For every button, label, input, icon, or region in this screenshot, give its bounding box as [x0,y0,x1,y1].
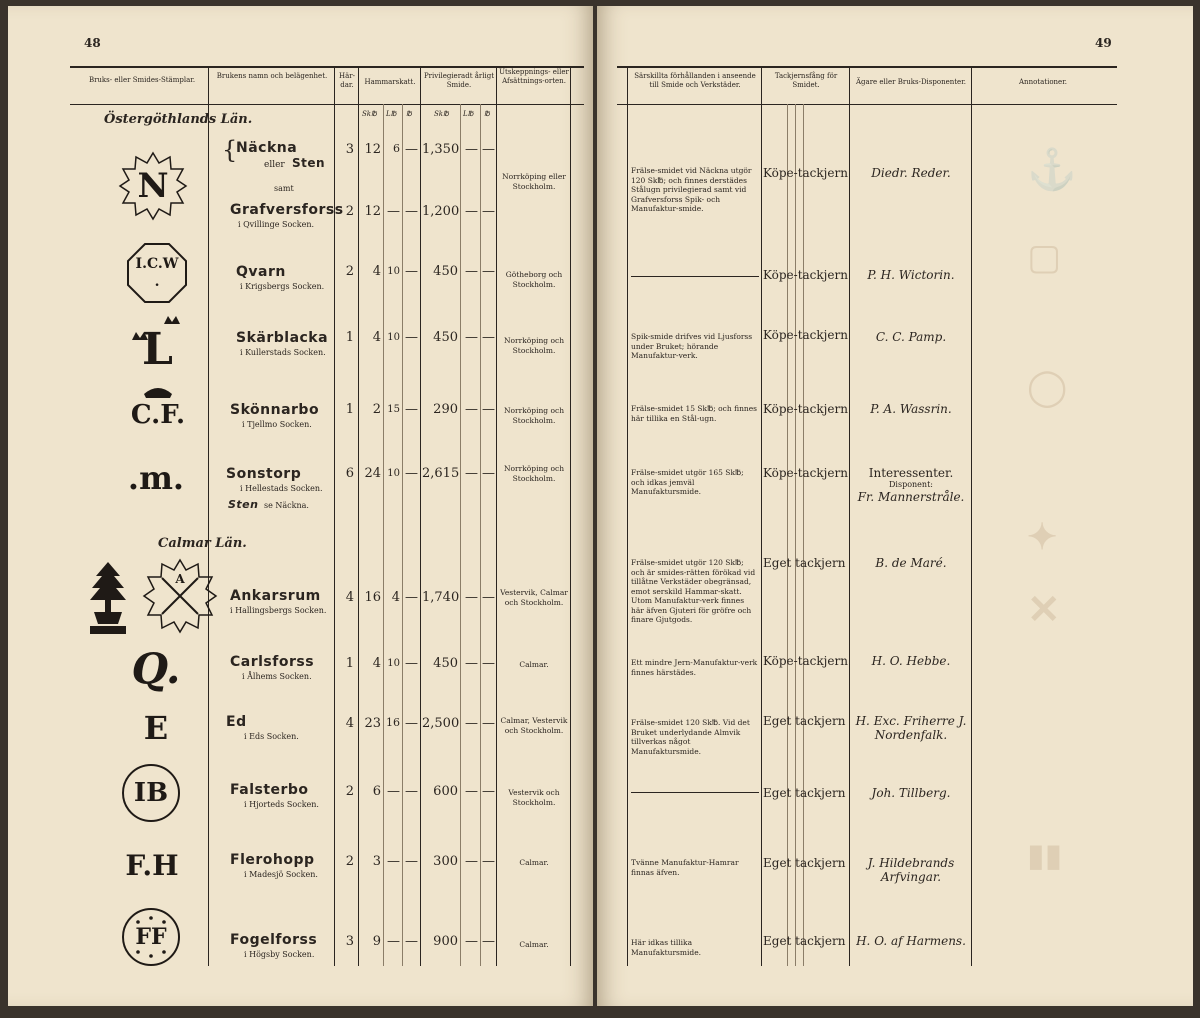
pig-iron-source: Köpe-tackjern [763,328,848,342]
owner-name: Interessenter. [868,466,954,480]
works-name: Ed [226,714,247,730]
works-name: Fogelforss [230,932,318,948]
bleed-through-mark: ✕ [1027,586,1061,633]
bleed-through-mark: ▢ [1027,236,1062,278]
column-line [208,66,209,966]
hammer-lb-value: 6 [393,142,400,155]
hearths-value: 2 [345,784,354,799]
stamp-cf-crowned [126,382,190,438]
pig-iron-source: Eget tackjern [763,556,846,570]
header-notes: Annotationer. [1019,78,1067,86]
privileged-value: 1,200 [422,204,460,219]
works-name: Grafversforss [230,202,344,218]
hearths-value: 1 [345,330,354,345]
hearths-value: 6 [345,466,354,481]
column-line [570,66,571,966]
bleed-through-mark: ◯ [1027,366,1068,408]
hammer-p-value: — [405,656,418,671]
works-name: Qvarn [236,264,286,280]
privileged-p: — [482,716,495,731]
works-name: Näckna [236,140,298,156]
pig-iron-source: Eget tackjern [763,856,846,870]
export-place: Calmar, Vestervik och Stockholm. [500,716,568,735]
hammer-p-value: — [405,466,418,481]
section-heading: Östergöthlands Län. [104,112,253,127]
privileged-lb: — [465,204,478,219]
hammer-sk-value: 4 [372,264,381,279]
unit-label: ℔ [406,110,412,118]
page-number-right: 49 [1095,36,1112,50]
privileged-lb: — [465,142,478,157]
hammer-sk-value: 24 [364,466,381,481]
stamp-icw [126,242,188,304]
stamp-n [118,151,188,221]
privileged-p: — [482,656,495,671]
parish: i Tjellmo Socken. [242,420,312,429]
privileged-p: — [482,204,495,219]
works-name-alt: eller [264,160,285,170]
header-rule [617,66,1117,68]
hammer-lb-value: 16 [386,716,400,729]
stamp-q [126,642,186,694]
owner-name: Joh. Tillberg. [871,786,951,800]
pig-iron-source: Köpe-tackjern [763,268,848,282]
parish: i Hallingsbergs Socken. [230,606,327,615]
works-name: Carlsforss [230,654,315,670]
hammer-lb-value: — [387,854,400,869]
hearths-value: 2 [345,264,354,279]
hearths-value: 4 [345,590,354,605]
parish: i Krigsbergs Socken. [240,282,325,291]
stamp-letter: .m. [127,459,185,497]
works-name: Skönnarbo [230,402,320,418]
header-rule-bottom [70,104,584,105]
privileged-value: 450 [433,330,458,345]
hammer-lb-value: — [387,784,400,799]
hammer-sk-value: 3 [372,854,381,869]
stamp-letter: I.C.W. [135,256,179,290]
bleed-through-mark: ✦ [1027,516,1058,558]
column-line [420,66,421,966]
special-note: Frälse-smidet utgör 120 Sk℔; och är smides-rätten förökad vid tillåtne Verkstäder obegränsad, emot serskild Hammar-skatt. Utom Manufaktur-verk finnes här äfven Gjuteri för gröfre och finare Gjutgods. [631,558,756,624]
hammer-p-value: — [405,402,418,417]
stamp-letter: FF [135,924,167,950]
hammer-lb-value: 10 [387,658,400,669]
hammer-p-value: — [405,716,418,731]
column-line [383,104,384,966]
stamp-letter: N [137,166,169,206]
header-export: Utskeppnings- eller Afsättnings-orten. [499,68,569,85]
header-special: Särskillta förhållanden i anseende till Smide och Verkstäder. [634,72,756,89]
bracket: { [222,136,238,164]
hammer-p-value: — [405,934,418,949]
bleed-through-mark: ⚓ [1027,146,1077,193]
stamp-letter: C.F. [130,400,186,430]
stamp-letter: L [142,324,173,375]
privileged-lb: — [465,656,478,671]
stamp-e [128,702,184,754]
pig-iron-source: Köpe-tackjern [763,402,848,416]
column-line [334,66,335,966]
unit-label: L℔ [386,110,397,118]
column-line [402,104,403,966]
privileged-lb: — [465,590,478,605]
works-name: Ankarsrum [230,588,321,604]
owner-name: H. Exc. Friherre J. Nordenfalk. [855,714,967,742]
unit-label: ℔ [484,110,490,118]
export-place: Vestervik och Stockholm. [508,788,560,807]
hammer-lb-value: 10 [387,468,400,479]
privileged-value: 450 [433,656,458,671]
stamp-letter: A [175,572,185,586]
privileged-p: — [482,590,495,605]
works-name: Falsterbo [230,782,309,798]
privileged-p: — [482,402,495,417]
hammer-sk-value: 16 [364,590,381,605]
column-line [795,104,796,966]
header-rule-bottom [617,104,1117,105]
works-name: Flerohopp [230,852,315,868]
hammer-lb-value: — [387,204,400,219]
export-place: Norrköping och Stockholm. [503,336,565,355]
column-line [496,66,497,966]
parish: i Madesjö Socken. [244,870,318,879]
privileged-p: — [482,142,495,157]
privileged-p: — [482,466,495,481]
stamp-anchor-ax [142,558,218,634]
column-line [480,104,481,966]
privileged-lb: — [465,854,478,869]
parish: i Högsby Socken. [244,950,315,959]
hammer-sk-value: 23 [364,716,381,731]
hammer-lb-value: — [387,934,400,949]
works-name: Sonstorp [226,466,302,482]
left-page [8,6,593,1006]
header-hearths: Här-dar. [339,72,355,89]
pig-iron-source: Köpe-tackjern [763,166,848,180]
hearths-value: 3 [345,934,354,949]
owner-title: Disponent: [889,480,933,489]
column-line [787,104,788,966]
privileged-value: 290 [433,402,458,417]
export-place: Götheborg och Stockholm. [505,270,563,289]
tree-icon [80,558,136,638]
special-note [631,276,759,277]
hammer-p-value: — [405,204,418,219]
owner-name: H. O. af Harmens. [856,934,966,948]
hammer-lb-value: 10 [387,332,400,343]
special-note: Spik-smide drifves vid Ljusforss under Bruket; hörande Manufaktur-verk. [631,332,753,360]
pig-iron-source: Köpe-tackjern [763,466,848,480]
privileged-lb: — [465,716,478,731]
parish: i Hellestads Socken. [240,484,323,493]
hearths-value: 1 [345,402,354,417]
unit-label: L℔ [463,110,474,118]
special-note: Tvänne Manufaktur-Hamrar finnas äfven. [631,858,739,877]
special-note: Här idkas tillika Manufaktursmide. [631,938,702,957]
header-stamps: Bruks- eller Smides-Stämplar. [88,76,196,84]
privileged-value: 2,615 [422,466,460,481]
pig-iron-source: Eget tackjern [763,714,846,728]
owner-name: Fr. Mannerstråle. [857,490,965,504]
export-place: Norrköping och Stockholm. [503,464,565,483]
stamp-letter: F.H [125,848,179,882]
pig-iron-source: Eget tackjern [763,786,846,800]
unit-label: Sk℔ [362,110,377,118]
export-place: Norrköping och Stockholm. [503,406,565,425]
hammer-sk-value: 12 [364,204,381,219]
export-place: Calmar. [519,858,549,867]
privileged-p: — [482,784,495,799]
column-line [803,104,804,966]
privileged-p: — [482,854,495,869]
works-name: Sten [292,156,326,170]
owner-name: B. de Maré. [875,556,947,570]
owner-name: H. O. Hebbe. [871,654,951,668]
hammer-sk-value: 4 [372,330,381,345]
special-note: Frälse-smidet vid Näckna utgör 120 Sk℔; och finnes derstädes Stålugn privilegierad samt vid Grafversforss Spik- och Manufaktur-smide. [631,166,752,213]
column-line [460,104,461,966]
hearths-value: 2 [345,204,354,219]
export-place: Calmar. [519,940,549,949]
hammer-p-value: — [405,854,418,869]
privileged-p: — [482,264,495,279]
header-hammer-tax: Hammarskatt. [364,78,416,86]
works-name-alt: samt [274,184,294,193]
privileged-lb: — [465,466,478,481]
column-line [358,66,359,966]
hammer-lb-value: 4 [391,590,400,605]
owner-name: Diedr. Reder. [871,166,951,180]
parish: i Qvillinge Socken. [238,220,315,229]
column-line [971,66,972,966]
stamp-letter: E [143,709,169,747]
privileged-value: 600 [433,784,458,799]
stamp-letter: Q. [131,643,181,693]
header-name: Brukens namn och belägenhet. [216,72,328,80]
parish: i Hjorteds Socken. [244,800,319,809]
privileged-value: 450 [433,264,458,279]
owner-name: P. H. Wictorin. [867,268,955,282]
header-privileged: Privilegieradt årligt Smide. [423,72,495,89]
owner-name: J. Hildebrands Arfvingar. [867,856,955,884]
special-note: Frälse-smidet utgör 165 Sk℔; och idkas jemväl Manufaktursmide. [631,468,744,496]
privileged-p: — [482,330,495,345]
privileged-lb: — [465,934,478,949]
hammer-p-value: — [405,590,418,605]
privileged-value: 900 [433,934,458,949]
column-line [761,66,762,966]
owner-name: C. C. Pamp. [875,330,947,344]
hammer-lb-value: 10 [387,266,400,277]
header-pig-iron: Tackjernsfång för Smidet. [774,72,838,89]
export-place: Vestervik, Calmar och Stockholm. [500,588,568,607]
bleed-through-mark: ▮▮ [1027,836,1063,874]
hammer-sk-value: 4 [372,656,381,671]
export-place: Norrköping eller Stockholm. [502,172,566,191]
hammer-p-value: — [405,142,418,157]
tree-icon [80,558,136,638]
privileged-lb: — [465,402,478,417]
special-note: Ett mindre Jern-Manufaktur-verk finnes härstädes. [631,658,758,677]
owner-name: P. A. Wassrin. [870,402,952,416]
works-name: Sten [228,498,259,511]
stamp-l-crowned [128,314,188,376]
export-place: Calmar. [519,660,549,669]
privileged-value: 1,350 [422,142,460,157]
stamp-ff [120,906,182,968]
special-note: Frälse-smidet 120 Sk℔. Vid det Bruket underlydande Almvik tillverkas något Manufaktursmide. [631,718,750,756]
section-heading: Calmar Län. [158,536,247,551]
page-number-left: 48 [84,36,101,50]
header-owner: Ägare eller Bruks-Disponenter. [855,78,966,86]
hearths-value: 4 [345,716,354,731]
stamp-ib [120,762,182,824]
stamp-fh [116,842,188,888]
hammer-p-value: — [405,330,418,345]
stamp-letter: IB [133,778,169,808]
hammer-sk-value: 9 [372,934,381,949]
column-line [627,66,628,966]
cross-reference: se Näckna. [264,501,309,510]
hearths-value: 1 [345,656,354,671]
stamp-m [118,456,194,500]
hearths-value: 2 [345,854,354,869]
privileged-lb: — [465,264,478,279]
parish: i Ålhems Socken. [242,672,312,681]
works-name: Skärblacka [236,330,329,346]
hammer-p-value: — [405,264,418,279]
privileged-value: 1,740 [422,590,460,605]
hammer-sk-value: 6 [372,784,381,799]
hammer-p-value: — [405,784,418,799]
pig-iron-source: Köpe-tackjern [763,654,848,668]
privileged-lb: — [465,330,478,345]
right-page [597,6,1193,1006]
privileged-value: 2,500 [422,716,460,731]
privileged-lb: — [465,784,478,799]
privileged-p: — [482,934,495,949]
privileged-value: 300 [433,854,458,869]
column-line [849,66,850,966]
starburst-icon [142,558,218,634]
hammer-sk-value: 12 [364,142,381,157]
unit-label: Sk℔ [434,110,449,118]
parish: i Eds Socken. [244,732,299,741]
special-note [631,792,759,793]
hammer-sk-value: 2 [372,402,381,417]
parish: i Kullerstads Socken. [240,348,326,357]
pig-iron-source: Eget tackjern [763,934,846,948]
special-note: Frälse-smidet 15 Sk℔; och finnes här tillika en Stål-ugn. [631,404,758,423]
hearths-value: 3 [345,142,354,157]
hammer-lb-value: 15 [387,404,400,415]
